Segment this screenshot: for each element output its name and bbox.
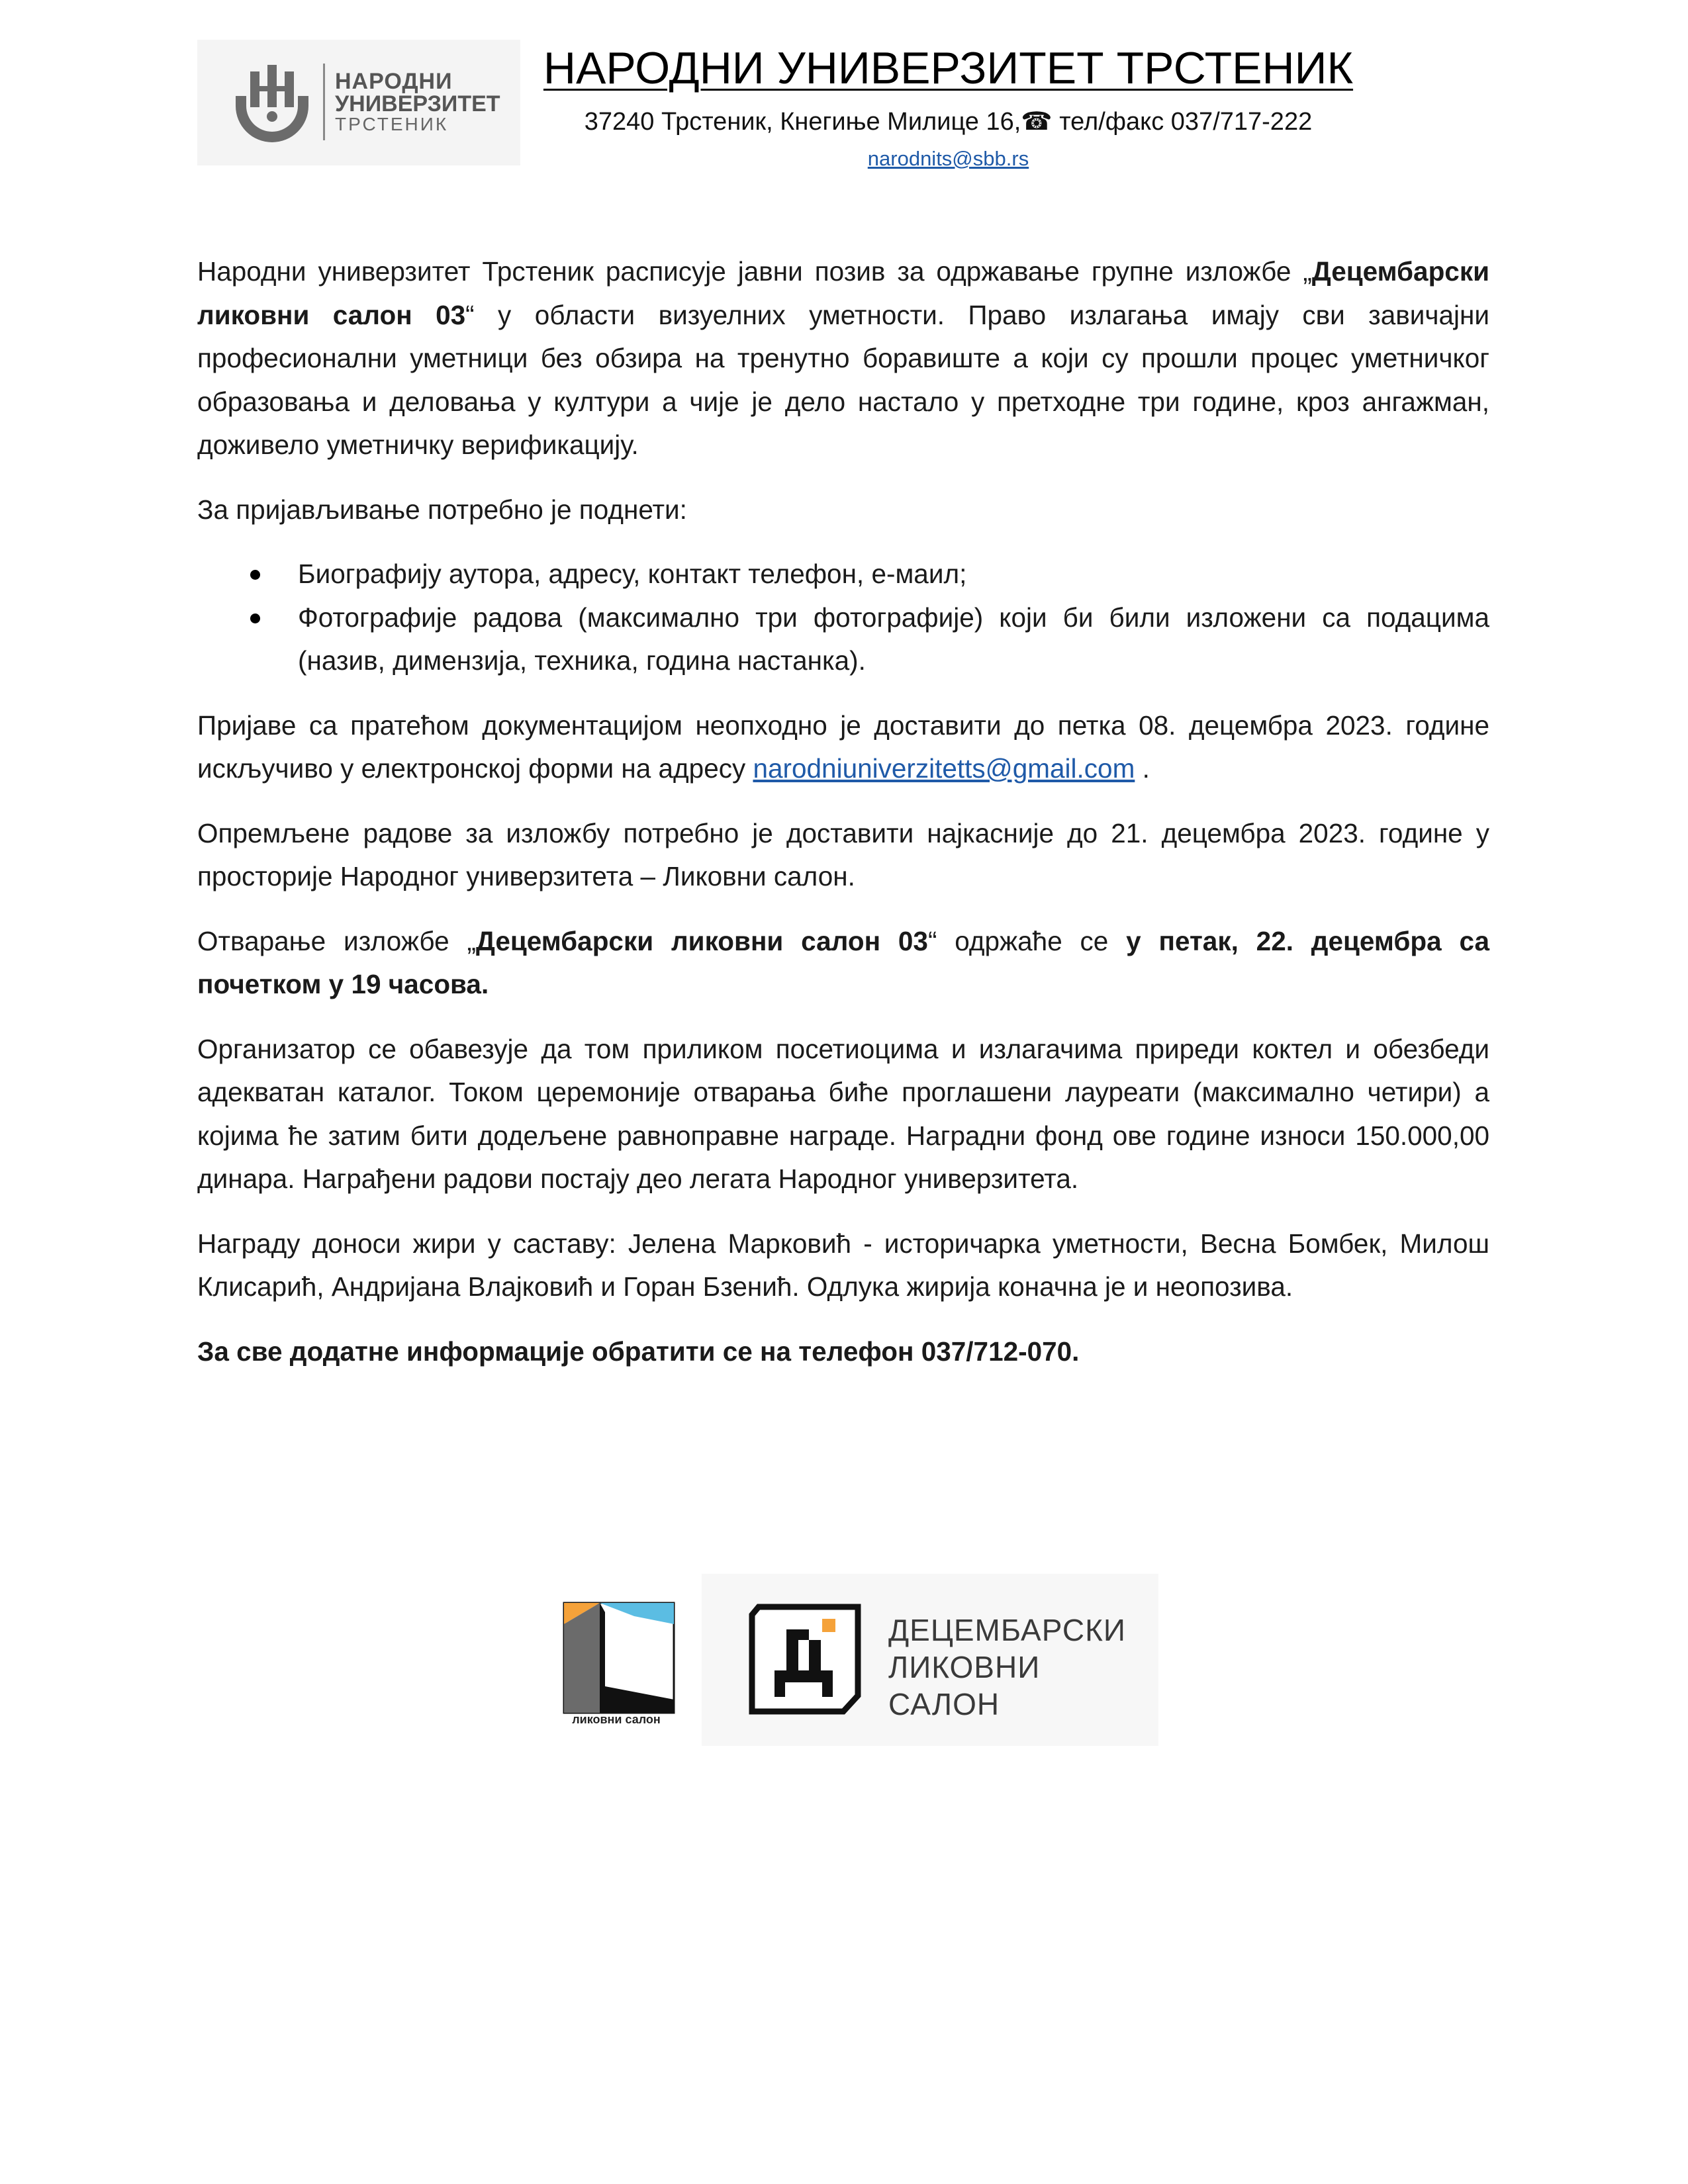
contact-info: За све додатне информације обратити се на телефон 037/712-070. bbox=[197, 1336, 1080, 1367]
salon-logo-text: САЛОН bbox=[888, 1687, 1000, 1721]
exhibition-name: Децембарски ликовни салон 03 bbox=[475, 925, 928, 956]
paragraph-requirements: За пријављивање потребно је поднети: bbox=[197, 494, 687, 525]
header-address: 37240 Трстеник, Кнегиње Милице 16,☎ тел/факс 037/717-222 bbox=[584, 108, 1313, 136]
application-email-link[interactable]: narodniuniverzitetts@gmail.com bbox=[753, 753, 1135, 784]
university-logo bbox=[197, 40, 520, 165]
requirements-list bbox=[197, 553, 1489, 683]
logo-text-line: ТРСТЕНИК bbox=[335, 114, 449, 134]
letter-d-icon bbox=[747, 1603, 866, 1715]
paragraph-deadline: Пријаве са пратећом документацијом неопходно је доставити до петка 08. децембра 2023. године искључиво у електронској форми на адресу narodniuniverzitetts@gmail.com . bbox=[197, 709, 1489, 784]
list-item: Биографију аутора, адресу, контакт телефон, е-маил; bbox=[197, 553, 1489, 596]
logo-divider bbox=[323, 64, 325, 140]
logo-text-line: УНИВЕРЗИТЕТ bbox=[335, 91, 500, 116]
logo-text-line: НАРОДНИ bbox=[335, 69, 453, 94]
exhibition-name: Децембарски ликовни салон 03 bbox=[197, 256, 1489, 330]
likovni-salon-caption: ликовни салон bbox=[572, 1713, 661, 1726]
paragraph-intro: Народни универзитет Трстеник расписује јавни позив за одржавање групне изложбе „Децембарски ликовни салон 03“ у области визуелних уметности. Право излагања имају сви завичајни професионални уметници без обзира на тренутно боравиште а који су прошли процес уметничког образовања и деловања у култури а чије је дело настало у претходне три године, кроз ангажман, доживело уметничку верификацију. bbox=[197, 256, 1489, 460]
opening-date: у петак, 22. децембра са почетком у 19 часова. bbox=[197, 925, 1489, 999]
paragraph-organizer: Организатор се обавезује да том приликом посетиоцима и излагачима приреди коктел и обезбеди адекватан каталог. Током церемоније отварања биће проглашени лауреати (максимално четири) а којима ће затим бити додељене равноправне награде. Наградни фонд ове године износи 150.000,00 динара. Награђени радови постају део легата Народног универзитета. bbox=[197, 1033, 1489, 1194]
document-title: НАРОДНИ УНИВЕРЗИТЕТ ТРСТЕНИК bbox=[543, 43, 1354, 93]
salon-logo-text: ЛИКОВНИ bbox=[888, 1650, 1041, 1684]
list-item: Фотографије радова (максимално три фотографије) који би били изложени са подацима (назив, димензија, техника, година настанка). bbox=[197, 596, 1489, 683]
paragraph-opening: Отварање изложбе „Децембарски ликовни салон 03“ одржаће се у петак, 22. децембра са почетком у 19 часова. bbox=[197, 925, 1489, 999]
document-body bbox=[197, 250, 1489, 1394]
paragraph-jury: Награду доноси жири у саставу: Јелена Марковић - историчарка уметности, Весна Бомбек, Милош Клисарић, Андријана Влајковић и Горан Бзенић. Одлука жирија коначна је и неопозива. bbox=[197, 1228, 1489, 1302]
likovni-salon-logo bbox=[561, 1600, 679, 1726]
university-emblem-icon bbox=[229, 60, 315, 146]
header-email-link[interactable]: narodnits@sbb.rs bbox=[867, 147, 1029, 170]
paragraph-delivery: Опремљене радове за изложбу потребно је доставити најкасније до 21. децембра 2023. године у просторије Народног универзитета – Ликовни салон. bbox=[197, 817, 1489, 891]
decembarski-salon-logo bbox=[702, 1574, 1158, 1746]
salon-logo-text: ДЕЦЕМБАРСКИ bbox=[888, 1613, 1126, 1647]
paragraph-contact bbox=[197, 1330, 1489, 1374]
header-email bbox=[543, 146, 1354, 172]
